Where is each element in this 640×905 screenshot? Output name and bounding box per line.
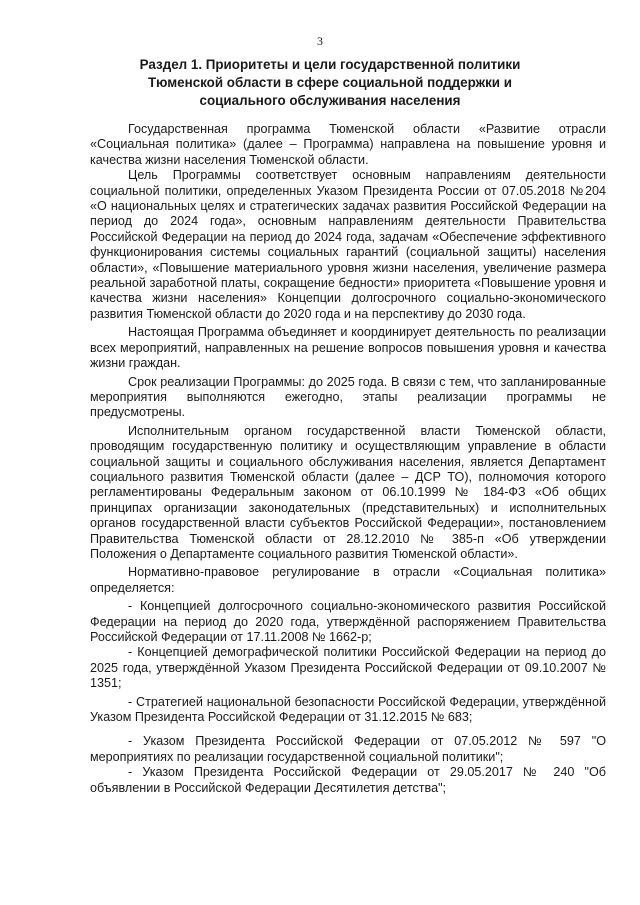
paragraph-executive-body: Исполнительным органом государственной власти Тюменской области, проводящим государственную политику и осуществляющим управление в области социальной защиты и социального обслуживания населения, является Департамент социального развития Тюменской области (далее – ДСР ТО), полномочия которого регламентированы Федеральным законом от 06.10.1999 № 184-ФЗ «Об общих принципах организации законодательных (представительных) и исполнительных органов государственной власти субъектов Российской Федерации», постановлением Правительства Тюменской области от 28.12.2010 № 385-п «Об утверждении Положения о Департаменте социального развития Тюменской области». [90, 423, 606, 561]
section-heading-line: социального обслуживания населения [199, 93, 461, 108]
section-heading [110, 56, 550, 110]
paragraph-coordination: Настоящая Программа объединяет и координирует деятельность по реализации всех мероприятий, направленных на решение вопросов повышения уровня и качества жизни граждан. [90, 325, 606, 371]
list-item-concept-2020: - Концепцией долгосрочного социально-экономического развития Российской Федерации на период до 2020 года, утверждённой распоряжением Правительства Российской Федерации от 17.11.2008 № 1662-р; [90, 599, 606, 644]
list-item-decree-597: - Указом Президента Российской Федерации от 07.05.2012 № 597 "О мероприятиях по реализации государственной социальной политики"; [90, 734, 606, 764]
list-item-demographic-policy: - Концепцией демографической политики Российской Федерации на период до 2025 года, утверждённой Указом Президента Российской Федерации от 09.10.2007 № 1351; [90, 645, 606, 691]
list-item-national-security: - Стратегией национальной безопасности Российской Федерации, утверждённой Указом Президента Российской Федерации от 31.12.2015 № 683; [90, 694, 606, 725]
paragraph-regulation-intro: Нормативно-правовое регулирование в отрасли «Социальная политика» определяется: [90, 565, 606, 595]
page-number: 3 [317, 34, 323, 48]
paragraph-program-goal: Цель Программы соответствует основным направлениям деятельности социальной политики, определенных Указом Президента России от 07.05.2018 №204 «О национальных целях и стратегических задачах развития Российской Федерации на период до 2024 года», основным направлениям деятельности Правительства Российской Федерации на период до 2024 года, задачам «Обеспечение эффективного функционирования системы социальных гарантий (социальной защиты) населения области», «Повышение материального уровня жизни населения, увеличение размера реальной заработной платы, сокращение бедности» приоритета «Повышение уровня и качества жизни населения» Концепции долгосрочного социально-экономического развития Тюменской области до 2020 года и на перспективу до 2030 года. [90, 168, 606, 321]
list-item-decree-240: - Указом Президента Российской Федерации от 29.05.2017 № 240 "Об объявлении в Российской Федерации Десятилетия детства"; [90, 765, 606, 795]
paragraph-term: Срок реализации Программы: до 2025 года. В связи с тем, что запланированные мероприятия выполняются ежегодно, этапы реализации программы не предусмотрены. [90, 374, 606, 420]
section-heading-line: Тюменской области в сфере социальной поддержки и [148, 75, 512, 90]
paragraph-program-purpose: Государственная программа Тюменской области «Развитие отрасли «Социальная политика» (далее – Программа) направлена на повышение уровня и качества жизни населения Тюменской области. [90, 122, 606, 167]
document-body [90, 122, 606, 796]
section-heading-line: Раздел 1. Приоритеты и цели государственной политики [139, 57, 521, 72]
